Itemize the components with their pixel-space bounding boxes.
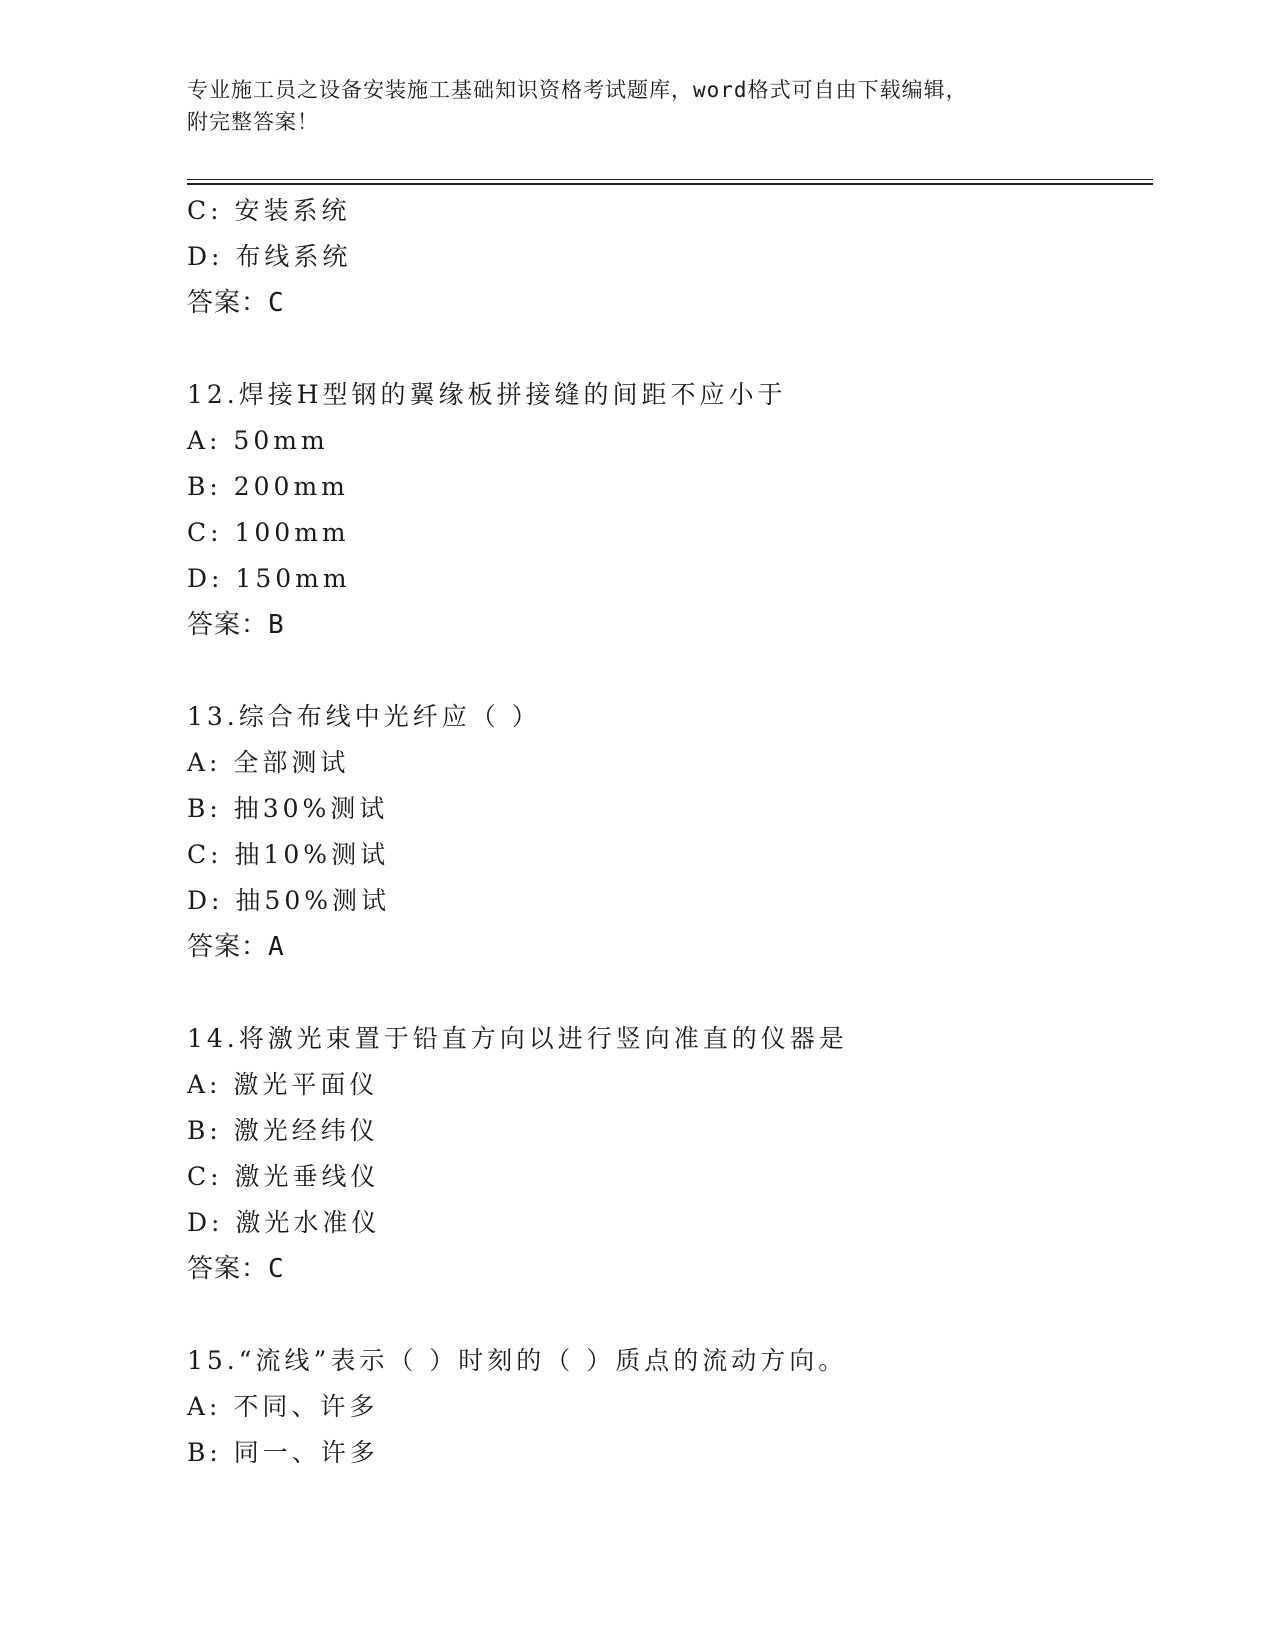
question-14 xyxy=(187,1016,1147,1292)
option-c: C: 100mm xyxy=(187,518,350,547)
question-15 xyxy=(187,1338,1147,1476)
header-line-1: 专业施工员之设备安装施工基础知识资格考试题库，word格式可自由下载编辑， xyxy=(187,78,968,102)
option-d: D: 抽50%测试 xyxy=(187,886,390,915)
option-c: C: 抽10%测试 xyxy=(187,840,390,869)
question-stem: 15.“流线”表示（ ）时刻的（ ）质点的流动方向。 xyxy=(187,1346,848,1375)
option-c: C: 激光垂线仪 xyxy=(187,1162,380,1191)
answer-line: 答案：C xyxy=(187,1254,285,1284)
question-13 xyxy=(187,694,1147,970)
header-divider-thick xyxy=(187,183,1153,185)
spacer xyxy=(187,1292,1147,1338)
option-d: D: 布线系统 xyxy=(187,242,352,271)
spacer xyxy=(187,970,1147,1016)
document-header xyxy=(187,74,1087,138)
option-a: A: 全部测试 xyxy=(187,748,350,777)
option-a: A: 不同、许多 xyxy=(187,1392,379,1421)
option-d: D: 激光水准仪 xyxy=(187,1208,381,1237)
option-d: D: 150mm xyxy=(187,564,351,593)
question-stem: 12.焊接H型钢的翼缘板拼接缝的间距不应小于 xyxy=(187,380,787,409)
header-line-2: 附完整答案！ xyxy=(187,110,319,134)
question-12 xyxy=(187,372,1147,648)
question-11 xyxy=(187,188,1147,326)
option-b: B: 抽30%测试 xyxy=(187,794,389,823)
answer-line: 答案：C xyxy=(187,288,285,318)
answer-line: 答案：A xyxy=(187,932,285,962)
question-list xyxy=(187,188,1147,1476)
question-stem: 14.将激光束置于铅直方向以进行竖向准直的仪器是 xyxy=(187,1024,848,1053)
option-a: A: 激光平面仪 xyxy=(187,1070,379,1099)
spacer xyxy=(187,326,1147,372)
option-c: C: 安装系统 xyxy=(187,196,351,225)
option-b: B: 200mm xyxy=(187,472,349,501)
spacer xyxy=(187,648,1147,694)
answer-line: 答案：B xyxy=(187,610,285,640)
header-divider-thin xyxy=(187,179,1153,180)
question-stem: 13.综合布线中光纤应（ ） xyxy=(187,702,541,731)
option-b: B: 激光经纬仪 xyxy=(187,1116,379,1145)
option-a: A: 50mm xyxy=(187,426,329,455)
option-b: B: 同一、许多 xyxy=(187,1438,379,1467)
